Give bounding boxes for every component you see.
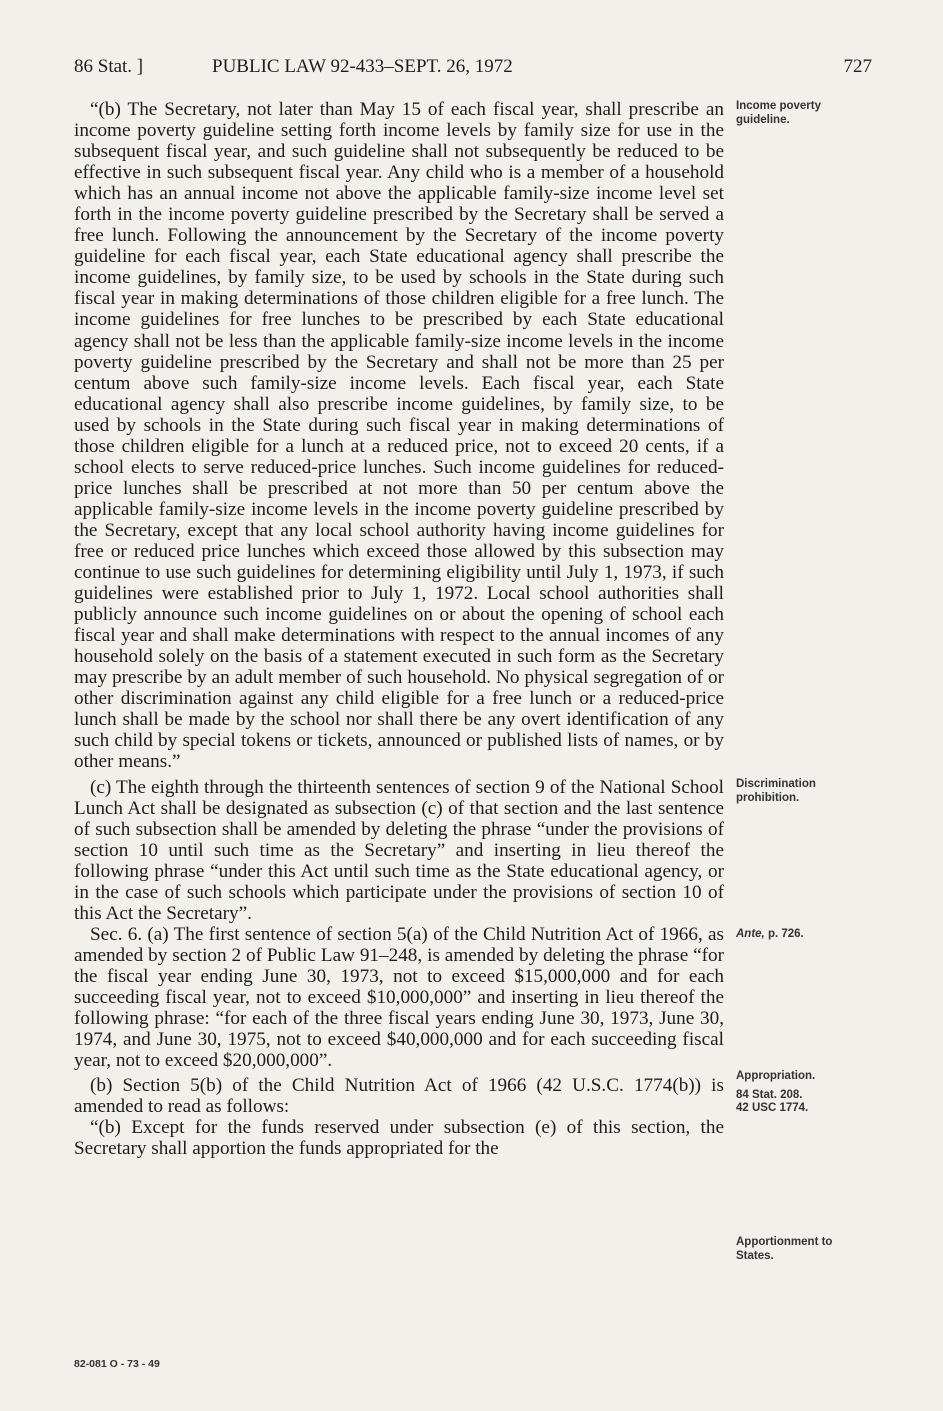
margin-note-apportionment: Apportionment to States.	[736, 1236, 833, 1262]
paragraph-subsection-b: “(b) The Secretary, not later than May 15 of each fiscal year, shall prescribe an income poverty guideline setting forth income levels by family size for use in the subsequent fiscal year, and such guideline shall not subsequently be reduced to be effective in such subsequent fiscal year. Any child who is a member of a household which has an annual income not above the applicable family-size income level set forth in the income poverty guideline prescribed by the Secretary shall be served a free lunch. Following the announcement by the Secretary of the income poverty guideline for each fiscal year, each State educational agency shall prescribe the income guidelines, by family size, to be used by schools in the State during such fiscal year in making determinations of those children eligible for a free lunch. The income guidelines for free lunches to be prescribed by each State educational agency shall not be less than the applicable family-size income levels in the income poverty guideline prescribed by the Secretary and shall not be more than 25 per centum above such family-size income levels. Each fiscal year, each State educational agency shall also prescribe income guidelines, by family size, to be used by schools in the State during such fiscal year in making determinations of those children eligible for a lunch at a reduced price, not to exceed 20 cents, if a school elects to serve reduced-price lunches. Such income guidelines for reduced-price lunches shall be prescribed at not more than 50 per centum above the applicable family-size income levels in the income poverty guideline prescribed by the Secretary, except that any local school authority having income guidelines for free or reduced price lunches which exceed those allowed by this subsection may continue to use such guidelines for determining eligibility until July 1, 1973, if such guidelines were established prior to July 1, 1972. Local school authorities shall publicly announce such income guidelines on or about the opening of school each fiscal year and shall make determinations with respect to the annual incomes of any household solely on the basis of a statement executed in such form as the Secretary may prescribe by an adult member of such household. No physical segregation of or other discrimination against any child eligible for a free lunch or a reduced-price lunch shall be made by the school nor shall there be any overt identification of any such child by special tokens or tickets, announced or published lists of names, or by other means.”	[74, 99, 724, 773]
paragraph-sec-6-b: (b) Section 5(b) of the Child Nutrition Act of 1966 (42 U.S.C. 1774(b)) is amended to read as follows:	[74, 1075, 724, 1118]
margin-note-discrimination: Discrimination prohibition.	[736, 778, 816, 804]
body-text	[74, 99, 724, 1159]
margin-note-ante	[736, 928, 866, 942]
margin-note-income-poverty: Income poverty guideline.	[736, 100, 821, 126]
paragraph-sec-6-a: Sec. 6. (a) The first sentence of section 5(a) of the Child Nutrition Act of 1966, as amended by section 2 of Public Law 91–248, is amended by deleting the phrase “for the fiscal year ending June 30, 1973, not to exceed $15,000,000 and for each succeeding fiscal year, not to exceed $10,000,000” and inserting in lieu thereof the following phrase: “for each of the three fiscal years ending June 30, 1973, June 30, 1974, and June 30, 1975, not to exceed $40,000,000 and for each succeeding fiscal year, not to exceed $20,000,000”.	[74, 923, 724, 1072]
paragraph-subsection-c: (c) The eighth through the thirteenth sentences of section 9 of the National School Lunch Act shall be designated as subsection (c) of that section and the last sentence of such subsection shall be amended by deleting the phrase “under the provisions of section 10 until such time as the Secretary” and inserting in lieu thereof the following phrase “under this Act until such time as the State educational agency, or in the case of such schools which participate under the provisions of section 10 of this Act the Secretary”.	[74, 776, 724, 924]
stat-citation: 84 Stat. 208.	[736, 1088, 803, 1101]
stat-reference: 86 Stat. ]	[74, 56, 144, 77]
header-title: PUBLIC LAW 92-433–SEPT. 26, 1972	[212, 56, 513, 77]
ante-page: p. 726.	[767, 928, 804, 940]
paragraph-quoted-b: “(b) Except for the funds reserved under subsection (e) of this section, the Secretary shall apportion the funds appropriated for the	[74, 1117, 724, 1160]
margin-note-appropriation	[736, 1070, 866, 1116]
page-number: 727	[843, 56, 872, 77]
ante-label: Ante,	[736, 928, 765, 940]
appropriation-label: Appropriation.	[736, 1070, 816, 1082]
page-header	[74, 56, 874, 84]
print-code-footer: 82-081 O - 73 - 49	[74, 1358, 160, 1370]
usc-citation: 42 USC 1774.	[736, 1102, 809, 1114]
